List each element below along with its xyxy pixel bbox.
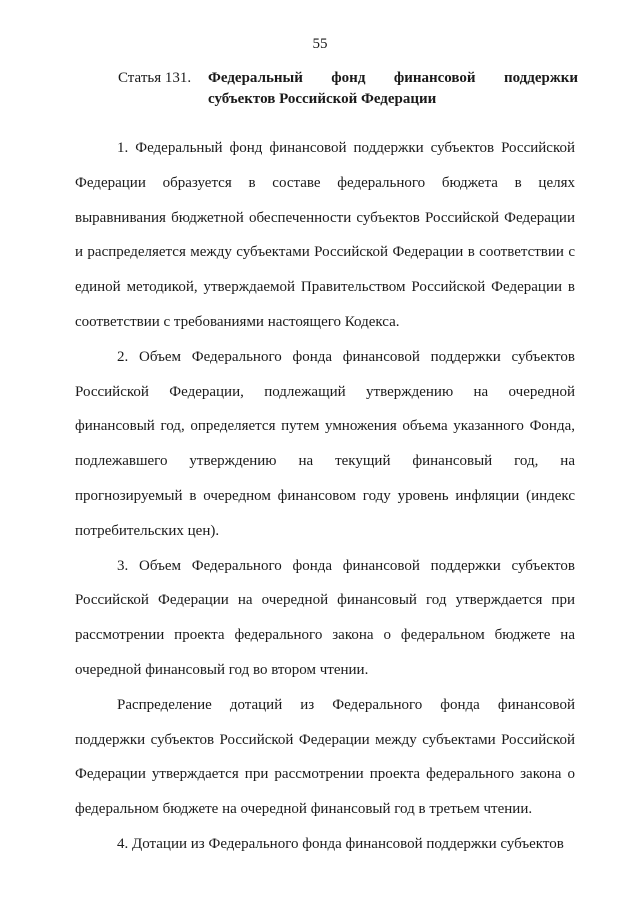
paragraph-4: Распределение дотаций из Федерального фонда финансовой поддержки субъектов Российской Федерации между субъектами Российской Федерации утверждается при рассмотрении проекта федерального закона о федеральном бюджете на очередной финансовый год в третьем чтении. [75,696,575,818]
paragraph-5: 4. Дотации из Федерального фонда финансовой поддержки субъектов [117,835,564,852]
paragraph-2: 2. Объем Федерального фонда финансовой поддержки субъектов Российской Федерации, подлежащий утверждению на очередной финансовый год, определяется путем умножения объема указанного Фонда, подлежавшего утверждению на текущий финансовый год, на прогнозируемый в очередном финансовом году уровень инфляции (индекс потребительских цен). [75,348,575,539]
article-label: Статья 131. [118,70,192,86]
page-number: 55 [312,36,328,52]
article-heading [118,68,578,110]
article-heading-row [118,68,578,89]
article-title-line-2: субъектов Российской Федерации [208,91,437,107]
article-body [75,131,575,862]
paragraph-1: 1. Федеральный фонд финансовой поддержки субъектов Российской Федерации образуется в составе федерального бюджета в целях выравнивания бюджетной обеспеченности субъектов Российской Федерации и распределяется между субъектами Российской Федерации в соответствии с единой методикой, утверждаемой Правительством Российской Федерации в соответствии с требованиями настоящего Кодекса. [75,140,575,330]
article-title-line-1: Федеральный фонд финансовой поддержки [208,70,578,86]
paragraph-3: 3. Объем Федерального фонда финансовой поддержки субъектов Российской Федерации на очередной финансовый год утверждается при рассмотрении проекта федерального закона о федеральном бюджете на очередной финансовый год во втором чтении. [75,557,575,678]
